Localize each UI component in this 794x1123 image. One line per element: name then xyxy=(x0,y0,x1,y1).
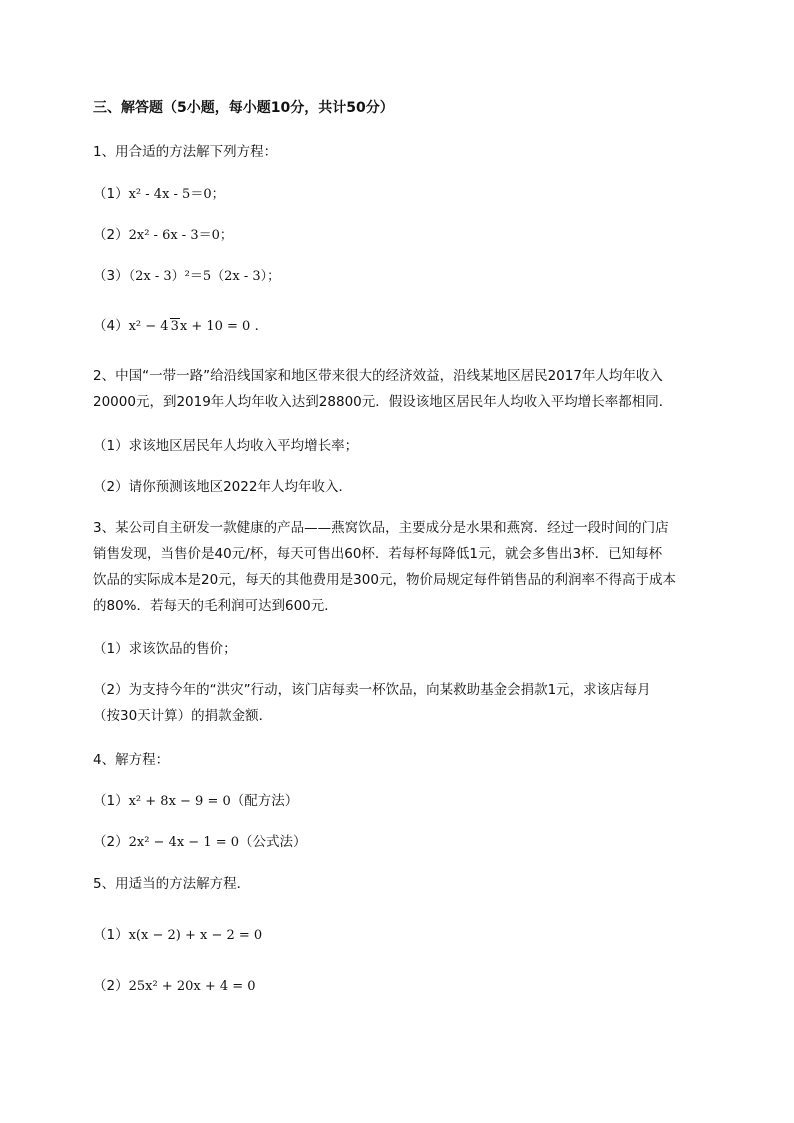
q2-line1: 2、中国“一带一路”给沿线国家和地区带来很大的经济效益，沿线某地区居民2017年人均年收入 xyxy=(93,368,663,384)
q3-line3: 饮品的实际成本是20元，每天的其他费用是300元，物价局规定每件销售品的利润率不得高于成本 xyxy=(93,572,676,588)
q1-part3 xyxy=(93,266,280,287)
q4-part1-label: （1） xyxy=(93,793,129,809)
q4-part2-method: （公式法） xyxy=(239,834,307,850)
q4-part1-equation: x² + 8x − 9 = 0 xyxy=(128,794,231,809)
q3-part2-line2: （按30天计算）的捐款金额． xyxy=(93,708,273,724)
q3-line2: 销售发现，当售价是40元/杯，每天可售出60杯．若每杯每降低1元，就会多售出3杯．已知每杯 xyxy=(93,546,663,562)
q1-part4 xyxy=(93,316,268,337)
q5-part2-equation: 25x² + 20x + 4 = 0 xyxy=(128,979,256,994)
q3-line4: 的80%．若每天的毛利润可达到600元． xyxy=(93,598,338,614)
sqrt-radicand: 3 xyxy=(170,319,179,334)
q4-part1 xyxy=(93,791,298,812)
q4-part1-method: （配方法） xyxy=(230,793,299,809)
q2-line2: 20000元，到2019年人均年收入达到28800元．假设该地区居民年人均收入平均增长率都相同． xyxy=(93,394,673,410)
q5-stem: 5、用适当的方法解方程． xyxy=(93,876,251,892)
q1-part2-label: （2） xyxy=(93,227,129,243)
q3-part1: （1）求该饮品的售价； xyxy=(93,641,237,657)
q1-part4-sqrt xyxy=(170,318,180,334)
q5-part2-label: （2） xyxy=(93,978,129,994)
q5-part2 xyxy=(93,976,256,997)
q4-part2-equation: 2x² − 4x − 1 = 0 xyxy=(128,835,240,850)
q3-line1: 3、某公司自主研发一款健康的产品——燕窝饮品，主要成分是水果和燕窝．经过一段时间的门店 xyxy=(93,520,669,536)
q1-part4-label: （4） xyxy=(93,318,129,334)
q2-part1: （1）求该地区居民年人均收入平均增长率； xyxy=(93,438,359,454)
q1-part3-equation: （2x - 3）²＝5（2x - 3）； xyxy=(128,269,281,284)
q1-part4-end: ． xyxy=(250,318,269,334)
q1-stem: 1、用合适的方法解下列方程： xyxy=(93,144,278,160)
q5-part1-label: （1） xyxy=(93,927,129,943)
q1-part3-label: （3） xyxy=(93,268,129,284)
q5-part1 xyxy=(93,925,262,946)
q1-part2-equation: 2x² - 6x - 3＝0； xyxy=(128,228,233,243)
q1-part1-label: （1） xyxy=(93,186,129,202)
section-title: 三、解答题（5小题，每小题10分，共计50分） xyxy=(93,100,394,116)
q4-part2 xyxy=(93,832,307,853)
q5-part1-equation: x(x − 2) + x − 2 = 0 xyxy=(128,928,263,943)
q4-stem: 4、解方程： xyxy=(93,752,170,768)
q1-part2 xyxy=(93,225,233,246)
q1-part1 xyxy=(93,184,225,205)
q3-part2-line1: （2）为支持今年的“洪灾”行动，该门店每卖一杯饮品，向某救助基金会捐款1元，求该店每月 xyxy=(93,682,651,698)
q4-part2-label: （2） xyxy=(93,834,129,850)
q1-part1-equation: x² - 4x - 5＝0； xyxy=(128,187,225,202)
q1-part4-equation-a: x² − 4 xyxy=(128,319,169,334)
q1-part4-equation-b: x + 10 = 0 xyxy=(179,319,251,334)
q2-part2: （2）请你预测该地区2022年人均年收入． xyxy=(93,479,352,495)
